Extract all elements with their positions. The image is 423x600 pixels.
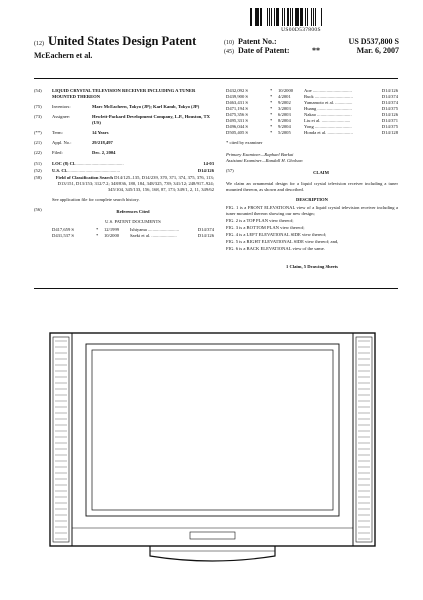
- citation-kind: *: [270, 100, 273, 106]
- inid-code-22: (22): [34, 150, 42, 156]
- right-speaker-grille: [356, 337, 372, 542]
- inventors-label: Inventors:: [52, 104, 71, 110]
- inid-code-52: (52): [34, 167, 42, 173]
- patent-number-value: US D537,800 S: [348, 37, 399, 46]
- citation-number: D505,405 S: [226, 130, 248, 136]
- inid-code-75: (75): [34, 104, 42, 110]
- assignee-text: Hewlett-Packard Development Company, L.P., Houston, TX (US): [92, 114, 210, 126]
- citation-name: Aoe ..................................: [304, 88, 352, 93]
- citation-name: Nakao ..............................: [304, 112, 352, 118]
- citation-kind: *: [270, 130, 273, 136]
- citation-class: D14/126: [381, 88, 398, 93]
- assistant-examiner: Assistant Examiner—Randall H. Gholson: [226, 157, 303, 163]
- inid-code-56: (56): [34, 206, 42, 212]
- patent-date-label: Date of Patent:: [238, 46, 290, 55]
- loc-value: 14-03: [203, 160, 214, 166]
- citation-number: D495,331 S: [226, 118, 248, 124]
- barcode-number: US00D537800S: [281, 27, 321, 33]
- citation-number: D471,194 S: [226, 106, 248, 112]
- citation-date: 10/2000: [104, 233, 120, 239]
- citation-name: Yamamoto et al. ...............: [304, 100, 353, 106]
- patent-date-value: Mar. 6, 2007: [356, 46, 399, 55]
- cited-by-examiner: * cited by examiner: [226, 139, 263, 145]
- tv-stand: [150, 546, 275, 561]
- inid-code-73: (73): [34, 114, 42, 120]
- citation-name: Ishiyama ...........................: [130, 227, 179, 232]
- appl-no-text: 29/218,497: [92, 140, 113, 146]
- citation-kind: *: [270, 94, 273, 100]
- figure-description: FIG. 2 is a TOP PLAN view thereof;: [226, 218, 294, 224]
- us-cl-dots: ..............................................: [67, 167, 120, 173]
- citation-class: D14/128: [381, 130, 398, 136]
- inventors-text: Marc McEachern, Tokyo (JP); Karl Kamb, Tokyo (JP): [92, 104, 200, 110]
- description-heading: DESCRIPTION: [296, 196, 328, 202]
- screen-panel: [92, 350, 333, 510]
- references-cited-heading: References Cited: [116, 208, 150, 214]
- term-text: 14 Years: [92, 130, 109, 136]
- figure-description: FIG. 6 is a BACK ELEVATIONAL view of the same.: [226, 246, 325, 252]
- citation-number: D417,659 S: [52, 227, 74, 232]
- assignee-label: Assignee:: [52, 114, 71, 120]
- figure-description: FIG. 3 is a BOTTOM PLAN view thereof;: [226, 225, 305, 231]
- citation-kind: *: [270, 124, 273, 130]
- citation-name: Honda et al. ......................: [304, 130, 353, 136]
- tv-outer-bezel: [50, 333, 375, 546]
- citation-class: D14/374: [381, 94, 398, 100]
- citation-kind: *: [96, 233, 99, 239]
- citation-date: 10/2000: [278, 88, 294, 93]
- invention-title: LIQUID CRYSTAL TELEVISION RECEIVER INCLUDING A TUNER MOUNTED THEREON: [52, 88, 196, 100]
- filed-text: Dec. 2, 2004: [92, 150, 116, 156]
- us-cl-value: D14/126: [197, 167, 214, 173]
- citation-number: D439,900 S: [226, 94, 248, 100]
- citation-class: D14/375: [381, 106, 398, 112]
- citation-date: 4/2001: [278, 94, 291, 100]
- filed-label: Filed:: [52, 150, 63, 156]
- citation-date: 6/2003: [278, 112, 291, 118]
- primary-examiner: Primary Examiner—Raphael Barkai: [226, 151, 294, 157]
- left-speaker-grille: [53, 337, 69, 542]
- citation-date: 8/2004: [278, 118, 291, 124]
- inid-code-58: (58): [34, 174, 42, 180]
- figure-description: FIG. 4 is a LEFT ELEVATIONAL SIDE view thereof;: [226, 232, 327, 238]
- loc-dots: ..........................................: [75, 160, 124, 166]
- claim-text: We claim an ornamental design for a liquid crystal television receiver including a tuner mounted thereon, as shown and described.: [226, 180, 398, 192]
- citation-class: D14/375: [381, 124, 398, 130]
- inventor-line: McEachern et al.: [34, 51, 93, 60]
- citation-class: D14/374: [381, 100, 398, 106]
- figure-description: FIG. 1 is a FRONT ELEVATIONAL view of a liquid crystal television receiver including a tuner mounted thereon showing our new design;: [226, 204, 398, 216]
- us-cl-label: U.S. Cl.: [52, 167, 68, 173]
- inid-code-45: (45): [224, 49, 234, 55]
- citation-name: Yong ................................: [304, 124, 352, 130]
- see-application-note: See application file for complete search history.: [52, 196, 140, 202]
- citation-number: D475,356 S: [226, 112, 248, 118]
- claim-heading: CLAIM: [313, 169, 329, 175]
- claims-count-line: 1 Claim, 5 Drawing Sheets: [286, 264, 338, 270]
- citation-class: D14/371: [381, 118, 398, 124]
- inid-code-term: (**): [34, 130, 42, 136]
- citation-name: Saeki et al. ......................: [130, 233, 177, 239]
- citation-number: D463,431 S: [226, 100, 248, 106]
- citation-class: D14/126: [381, 112, 398, 118]
- inid-code-10: (10): [224, 40, 234, 46]
- inid-code-51: (51): [34, 160, 42, 166]
- citation-kind: *: [96, 227, 99, 232]
- loc-label: LOC (8) Cl.: [52, 160, 76, 166]
- appl-no-label: Appl. No.:: [52, 140, 72, 146]
- citation-kind: *: [270, 112, 273, 118]
- document-title: United States Design Patent: [48, 34, 197, 48]
- patent-number-label: Patent No.:: [238, 37, 277, 46]
- citation-date: 9/2002: [278, 100, 291, 106]
- inid-code-21: (21): [34, 140, 42, 146]
- citation-class: D14/126: [197, 233, 214, 239]
- citation-kind: *: [270, 118, 273, 124]
- citation-name: Huang ..............................: [304, 106, 352, 112]
- inid-code-12: (12): [34, 41, 44, 47]
- inid-code-54: (54): [34, 88, 42, 93]
- control-panel: [190, 532, 235, 539]
- citation-date: 12/1999: [104, 227, 120, 232]
- us-patent-documents-heading: U.S. PATENT DOCUMENTS: [105, 218, 161, 224]
- citation-name: Buck .................................: [304, 94, 353, 100]
- term-star: **: [312, 46, 320, 55]
- citation-number: D432,092 S: [226, 88, 248, 93]
- citation-number: D431,537 S: [52, 233, 74, 239]
- citation-number: D496,044 S: [226, 124, 248, 130]
- term-label: Term:: [52, 130, 63, 136]
- screen-frame: [86, 344, 339, 516]
- citation-kind: *: [270, 88, 273, 93]
- citation-class: D14/374: [197, 227, 214, 232]
- citation-name: Liu et al. .........................: [304, 118, 351, 124]
- citation-date: 9/2004: [278, 124, 291, 130]
- field-search-text: D14/125–135, D14/239, 370, 371, 374, 375, 376, 113; D13/151, D13/153; 312/7.2; 348/836, 180, 184, 348/325, 739; 341/12; 248/917–924; 345/104, 345/133, 156, 168, 87, 173; 349/1, 2, 11, 349/62: [57, 174, 214, 192]
- citation-kind: *: [270, 106, 273, 112]
- citation-date: 5/2005: [278, 130, 291, 136]
- field-search-label: Field of Classification Search: [55, 174, 113, 180]
- figure-description: FIG. 5 is a RIGHT ELEVATIONAL SIDE view thereof; and,: [226, 239, 339, 245]
- citation-date: 3/2003: [278, 106, 291, 112]
- inid-code-57: (57): [226, 167, 234, 173]
